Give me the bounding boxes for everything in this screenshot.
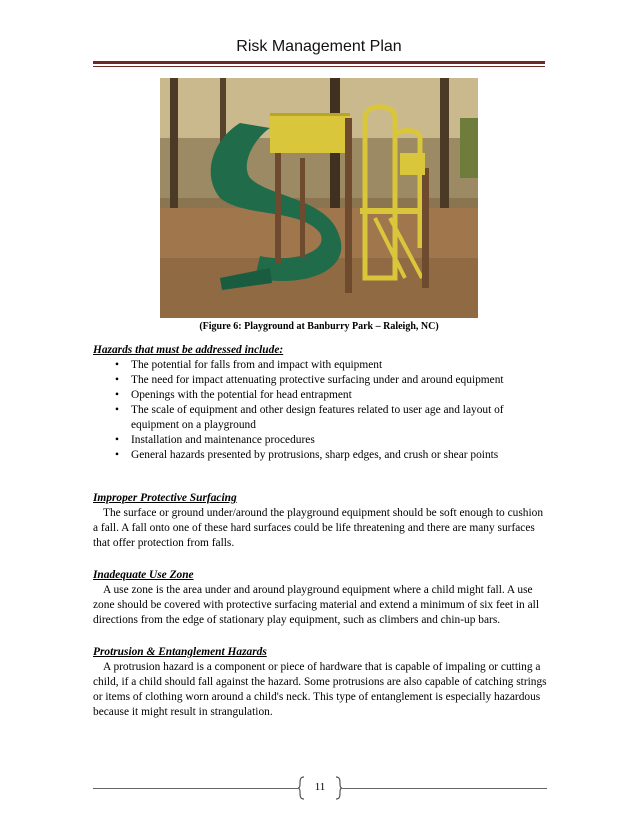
protrusion-heading: Protrusion & Entanglement Hazards — [93, 646, 267, 658]
page-header-title: Risk Management Plan — [236, 38, 402, 55]
hazards-heading: Hazards that must be addressed include: — [93, 344, 284, 356]
use-zone-heading: Inadequate Use Zone — [93, 569, 194, 581]
list-item: • General hazards presented by protrusions, sharp edges, and crush or shear points — [93, 448, 548, 463]
header-rule-thin — [93, 66, 545, 67]
list-item: • The scale of equipment and other design features related to user age and layout of equipment on a playground — [93, 403, 548, 433]
page-content — [93, 343, 548, 720]
hazards-list — [93, 358, 548, 463]
figure-caption: (Figure 6: Playground at Banburry Park – Raleigh, NC) — [199, 321, 439, 332]
protrusion-body: A protrusion hazard is a component or piece of hardware that is capable of impaling or cutting a child, if a child should fall against the hazard. Some protrusions are also capable of catching strings or items of clothing worn around a child's neck. This type of entanglement is especially hazardous because it might result in strangulation. — [93, 661, 547, 718]
header-rule-thick — [93, 61, 545, 64]
list-item: • Openings with the potential for head entrapment — [93, 388, 548, 403]
footer-rule-left — [93, 788, 298, 789]
surfacing-heading: Improper Protective Surfacing — [93, 492, 237, 504]
list-item: • Installation and maintenance procedures — [93, 433, 548, 448]
surfacing-body: The surface or ground under/around the playground equipment should be soft enough to cushion a fall. A fall onto one of these hard surfaces could be life threatening and there are many surfaces that offer protection from falls. — [93, 507, 544, 549]
page-number: 11 — [314, 781, 326, 793]
use-zone-body: A use zone is the area under and around playground equipment where a child might fall. A use zone should be covered with protective surfacing material and extend a minimum of six feet in all directions from the edge of stationary play equipment, such as climbers and chin-up bars. — [93, 584, 539, 626]
list-item: • The need for impact attenuating protective surfacing under and around equipment — [93, 373, 548, 388]
footer-rule-right — [342, 788, 547, 789]
list-item: • The potential for falls from and impact with equipment — [93, 358, 548, 373]
playground-photo — [160, 78, 478, 318]
